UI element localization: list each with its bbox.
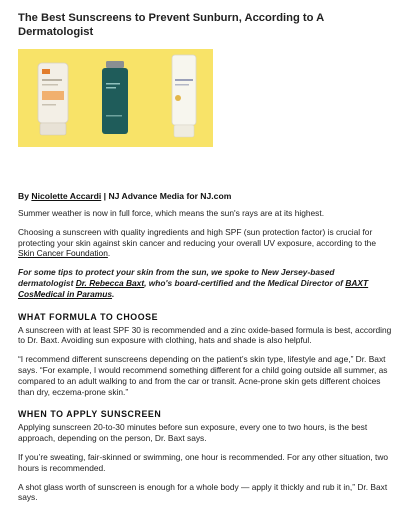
- doctor-link[interactable]: Dr. Rebecca Baxt: [75, 277, 145, 288]
- expert-intro-text-b: , who's board-certified and the Medical Director of: [144, 277, 346, 288]
- section-heading-formula: WHAT FORMULA TO CHOOSE: [18, 311, 159, 322]
- spf-paragraph: [18, 227, 392, 259]
- formula-paragraph-1: A sunscreen with at least SPF 30 is recommended and a zinc oxide-based formula is best, according to Dr. Baxt. Avoiding sun exposure with clothing, hats and shade is also helpful.: [18, 324, 392, 346]
- spf-paragraph-text: Choosing a sunscreen with quality ingredients and high SPF (sun protection factor) is crucial for protecting your skin against skin cancer and reducing your overall UV exposure, according to the: [18, 226, 376, 248]
- byline: [18, 191, 392, 202]
- byline-prefix: By: [18, 191, 32, 201]
- formula-paragraph-2: “I recommend different sunscreens depending on the patient’s skin type, lifestyle and age,” Dr. Baxt says. “For example, I would recommend something different for a child going outside all summer, as compared to an adult walking to and from the car or transit. Acne-prone skin gets different choices than dry, eczema-prone skin.”: [18, 354, 388, 397]
- expert-intro-paragraph: [18, 267, 392, 299]
- section-heading-apply: WHEN TO APPLY SUNSCREEN: [18, 409, 162, 420]
- apply-paragraph-1: Applying sunscreen 20-to-30 minutes before sun exposure, every one to two hours, is the best approach, depending on the person, Dr. Baxt says.: [18, 422, 368, 444]
- byline-separator: |: [101, 191, 109, 201]
- sunscreen-products-illustration: [18, 49, 213, 147]
- apply-paragraph-3: A shot glass worth of sunscreen is enough for a whole body — apply it thickly and rub it in,” Dr. Baxt says.: [18, 481, 388, 503]
- sunscreen-bottle-2: [102, 61, 128, 134]
- outlet-name: NJ Advance Media for NJ.com: [108, 191, 232, 201]
- clinic-link[interactable]: BAXT CosMedical in Paramus: [18, 277, 369, 299]
- sunscreen-tube-1: [38, 63, 68, 135]
- sunscreen-tube-3: [172, 55, 196, 137]
- expert-intro-text-a: For some tips to protect your skin from the sun, we spoke to New Jersey-based dermatologist: [18, 267, 335, 288]
- hero-image: [18, 49, 213, 147]
- article-title: The Best Sunscreens to Prevent Sunburn, According to A Dermatologist: [18, 12, 324, 38]
- skin-cancer-foundation-link[interactable]: Skin Cancer Foundation: [18, 248, 108, 259]
- apply-paragraph-2: If you’re sweating, fair-skinned or swimming, one hour is recommended. For any other situation, two hours is recommended.: [18, 451, 389, 473]
- intro-paragraph: Summer weather is now in full force, which means the sun's rays are at its highest.: [18, 208, 325, 218]
- expert-intro-text-c: .: [112, 288, 115, 299]
- spf-paragraph-end: .: [107, 248, 111, 259]
- author-link[interactable]: Nicolette Accardi: [31, 191, 102, 201]
